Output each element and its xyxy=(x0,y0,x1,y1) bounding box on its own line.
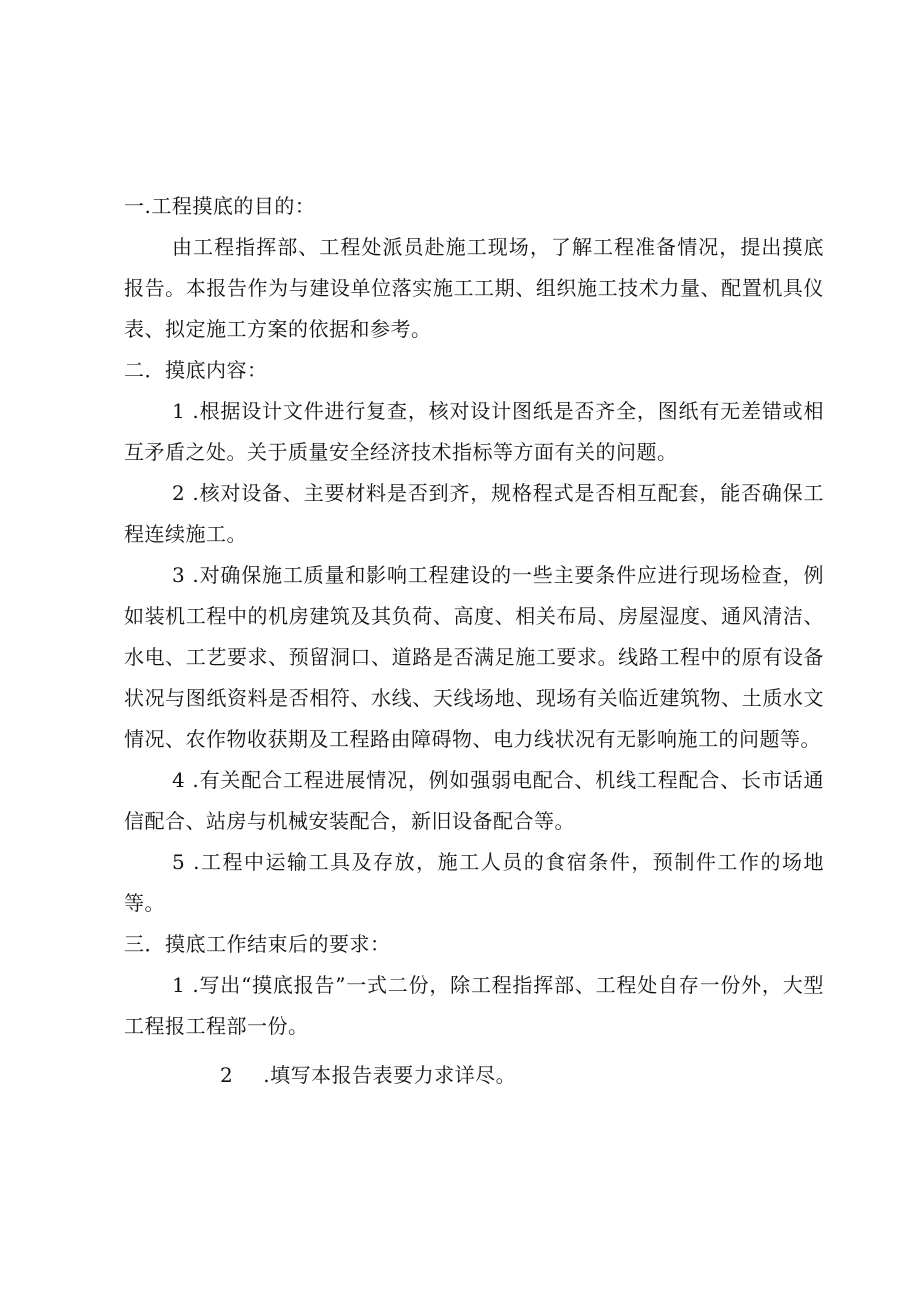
list-item-last xyxy=(124,1055,824,1096)
section-heading-requirements: 三．摸底工作结束后的要求： xyxy=(124,932,391,956)
list-item-text: .填写本报告表要力求详尽。 xyxy=(263,1063,517,1087)
list-item: 5 .工程中运输工具及存放，施工人员的食宿条件，预制件工作的场地等。 xyxy=(124,850,824,915)
list-item-number: 2 xyxy=(220,1063,234,1087)
list-item: 1 .写出“摸底报告”一式二份，除工程指挥部、工程处自存一份外，大型工程报工程部一份。 xyxy=(124,973,824,1038)
section-heading-content: 二．摸底内容： xyxy=(124,358,268,382)
section-paragraph-purpose: 由工程指挥部、工程处派员赴施工现场，了解工程准备情况，提出摸底报告。本报告作为与建设单位落实施工工期、组织施工技术力量、配置机具仪表、拟定施工方案的依据和参考。 xyxy=(124,235,824,341)
list-item: 3 .对确保施工质量和影响工程建设的一些主要条件应进行现场检查，例如装机工程中的机房建筑及其负荷、高度、相关布局、房屋湿度、通风清洁、水电、工艺要求、预留洞口、道路是否满足施工要求。线路工程中的原有设备状况与图纸资料是否相符、水线、天线场地、现场有关临近建筑物、土质水文情况、农作物收获期及工程路由障碍物、电力线状况有无影响施工的问题等。 xyxy=(124,563,824,751)
list-item: 1 .根据设计文件进行复查，核对设计图纸是否齐全，图纸有无差错或相互矛盾之处。关于质量安全经济技术指标等方面有关的问题。 xyxy=(124,399,824,464)
document-body xyxy=(124,186,824,1096)
section-heading-purpose: 一.工程摸底的目的： xyxy=(124,194,316,218)
list-item: 4 .有关配合工程进展情况，例如强弱电配合、机线工程配合、长市话通信配合、站房与机械安装配合，新旧设备配合等。 xyxy=(124,768,824,833)
list-item: 2 .核对设备、主要材料是否到齐，规格程式是否相互配套，能否确保工程连续施工。 xyxy=(124,481,824,546)
